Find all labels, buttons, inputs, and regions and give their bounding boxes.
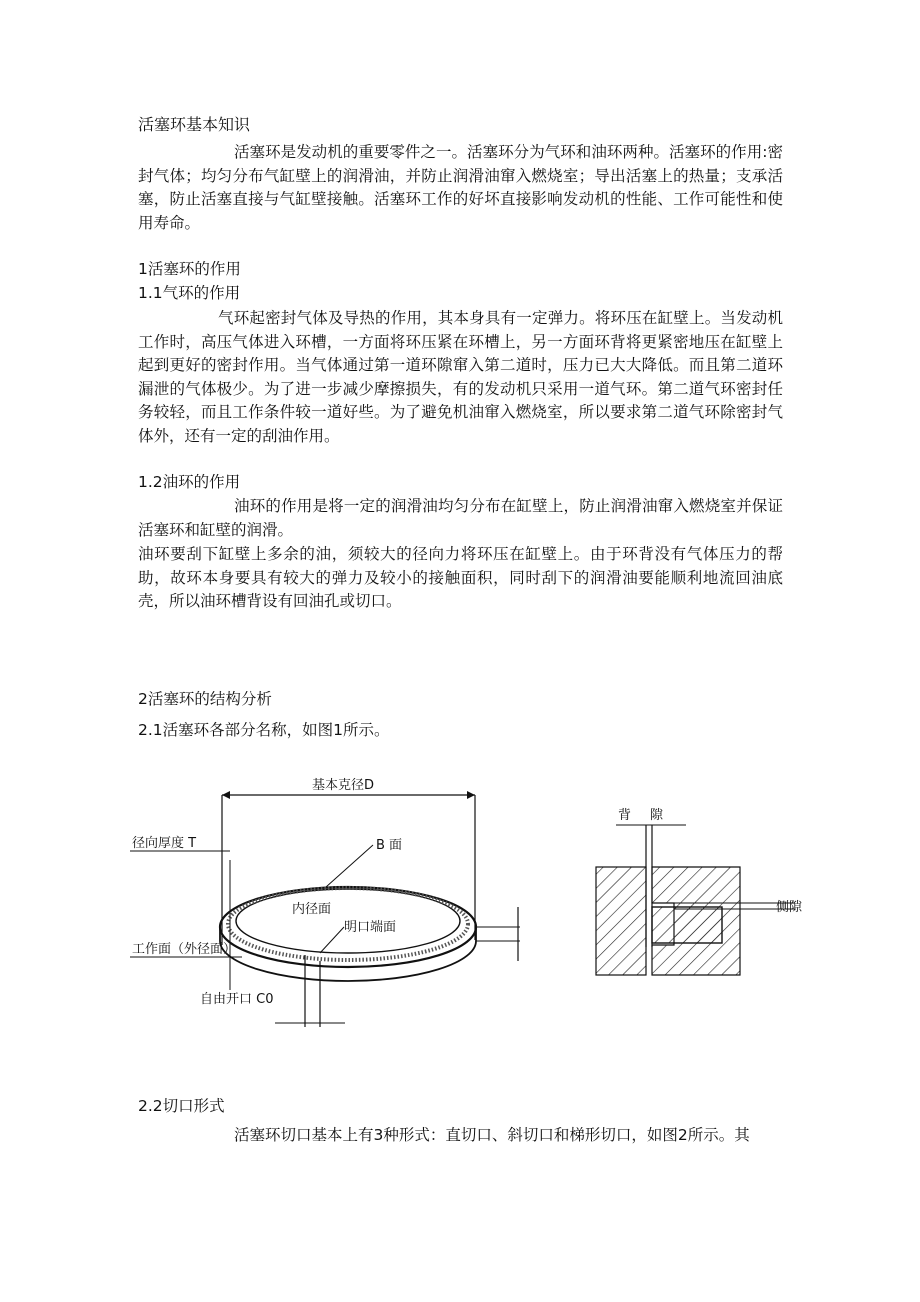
label-free-gap: 自由开口 C0 (200, 992, 274, 1007)
label-gap-end: 明口端面 (344, 920, 397, 935)
cylinder-wall (596, 867, 646, 975)
section-1-2-heading: 1.2油环的作用 (138, 473, 241, 491)
label-gap: 隙 (650, 808, 664, 823)
ring-outer-side (220, 927, 476, 981)
label-back: 背 (618, 808, 632, 823)
section-2-1-heading: 2.1活塞环各部分名称，如图1所示。 (138, 721, 390, 739)
gap-end-leader (320, 927, 344, 953)
label-b-face: B 面 (376, 838, 403, 853)
section-2-2-heading: 2.2切口形式 (138, 1097, 225, 1115)
label-inner-face: 内径面 (292, 902, 332, 917)
b-face-leader (326, 845, 373, 887)
section-1-heading: 1活塞环的作用 (138, 260, 241, 278)
section-2-heading: 2活塞环的结构分析 (138, 690, 272, 708)
diameter-arrow-left (222, 791, 230, 799)
section-1-2-paragraph-a: 油环的作用是将一定的润滑油均匀分布在缸壁上，防止润滑油窜入燃烧室并保证活塞环和缸壁的润滑。 (138, 497, 783, 539)
figure-1-piston-ring-diagram (130, 775, 560, 1040)
label-side-clearance: 侧隙 (776, 900, 803, 915)
label-thickness: 径向厚度 T (132, 836, 197, 851)
label-working-face: 工作面（外径面） (132, 942, 237, 957)
label-diameter: 基本克径D (312, 778, 375, 793)
section-1-2-paragraph-b: 油环要刮下缸壁上多余的油，须较大的径向力将环压在缸壁上。由于环背没有气体压力的帮助，故环本身要具有较大的弹力及较小的接触面积，同时刮下的润滑油要能顺利地流回油底壳，所以油环槽背设有回油孔或切口。 (138, 545, 783, 610)
intro-paragraph: 活塞环是发动机的重要零件之一。活塞环分为气环和油环两种。活塞环的作用:密封气体；均匀分布气缸壁上的润滑油，并防止润滑油窜入燃烧室；导出活塞上的热量；支承活塞，防止活塞直接与气缸壁接触。活塞环工作的好坏直接影响发动机的性能、工作可能性和使用寿命。 (138, 143, 783, 232)
figure-2-clearance-diagram (590, 795, 850, 985)
section-1-1-heading: 1.1气环的作用 (138, 284, 241, 302)
diameter-arrow-right (467, 791, 475, 799)
section-1-1-paragraph: 气环起密封气体及导热的作用，其本身具有一定弹力。将环压在缸壁上。当发动机工作时，高压气体进入环槽，一方面将环压紧在环槽上，另一方面环背将更紧密地压在缸壁上起到更好的密封作用。当气体通过第一道环隙窜入第二道时，压力已大大降低。而且第二道环漏泄的气体极少。为了进一步减少摩擦损失，有的发动机只采用一道气环。第二道气环密封任务较轻，而且工作条件较一道好些。为了避免机油窜入燃烧室，所以要求第二道气环除密封气体外，还有一定的刮油作用。 (138, 309, 783, 445)
section-2-2-paragraph: 活塞环切口基本上有3种形式：直切口、斜切口和梯形切口，如图2所示。其 (234, 1126, 750, 1144)
piston-ring-section (652, 907, 722, 943)
doc-title: 活塞环基本知识 (138, 115, 251, 134)
